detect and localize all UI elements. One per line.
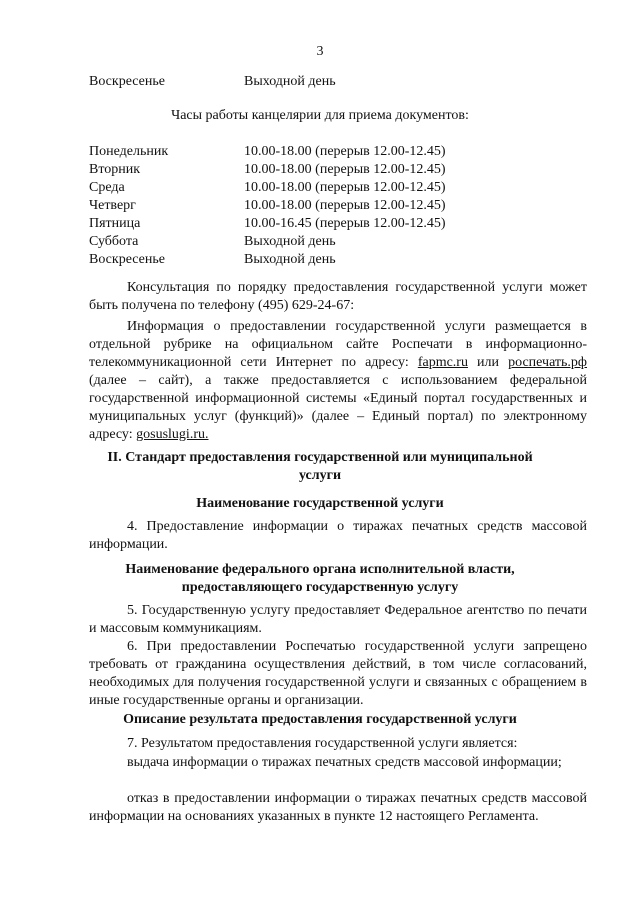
paragraph-7: 7. Результатом предоставления государственной услуги является: bbox=[127, 736, 518, 751]
paragraph-7-refusal: отказ в предоставлении информации о тиражах печатных средств массовой информации на основаниях указанных в пункте 12 настоящего Регламента. bbox=[89, 791, 587, 824]
info-or: или bbox=[477, 355, 500, 370]
schedule-hours: Выходной день bbox=[244, 74, 336, 89]
section-title bbox=[60, 449, 580, 485]
info-text-1: Информация о предоставлении государственной услуги размещается в отдельной рубрике на официальном сайте Роспечати в информационно-телекоммуникационной сети Интернет по адресу: bbox=[89, 319, 587, 370]
paragraph-6: 6. При предоставлении Роспечатью государственной услуги запрещено требовать от гражданина осуществления действий, в том числе согласований, необходимых для получения государственной услуги и связанных с обращением в иные государственные органы и организации. bbox=[89, 639, 587, 708]
schedule-day: Воскресенье bbox=[89, 252, 165, 267]
schedule-day: Пятница bbox=[89, 216, 141, 231]
rospechat-link[interactable]: роспечать.рф bbox=[508, 355, 587, 370]
paragraph-4: 4. Предоставление информации о тиражах печатных средств массовой информации. bbox=[89, 519, 587, 552]
schedule-day: Вторник bbox=[89, 162, 141, 177]
heading-result: Описание результата предоставления государственной услуги bbox=[123, 712, 517, 727]
schedule-hours: 10.00-18.00 (перерыв 12.00-12.45) bbox=[244, 144, 446, 159]
schedule-hours: 10.00-18.00 (перерыв 12.00-12.45) bbox=[244, 198, 446, 213]
schedule-hours: 10.00-18.00 (перерыв 12.00-12.45) bbox=[244, 180, 446, 195]
section-title-line2: услуги bbox=[298, 468, 342, 483]
paragraph-7-issue: выдача информации о тиражах печатных средств массовой информации; bbox=[127, 755, 562, 770]
schedule-day: Четверг bbox=[89, 198, 136, 213]
info-paragraph bbox=[89, 318, 587, 444]
schedule-hours: Выходной день bbox=[244, 234, 336, 249]
schedule-day: Среда bbox=[89, 180, 125, 195]
office-hours-title: Часы работы канцелярии для приема документов: bbox=[171, 108, 469, 123]
gosuslugi-link[interactable]: gosuslugi.ru. bbox=[136, 427, 209, 442]
heading-authority-line2: предоставляющего государственную услугу bbox=[181, 580, 459, 595]
consultation-paragraph: Консультация по порядку предоставления государственной услуги может быть получена по телефону (495) 629-24-67: bbox=[89, 280, 587, 313]
schedule-hours: Выходной день bbox=[244, 252, 336, 267]
schedule-hours: 10.00-16.45 (перерыв 12.00-12.45) bbox=[244, 216, 446, 231]
info-text-2: (далее – сайт), а также предоставляется с использованием федеральной государственной информационной системы «Единый портал государственных и муниципальных услуг (функций)» (далее – Единый портал) по электронному адресу: bbox=[89, 373, 587, 442]
heading-authority bbox=[60, 561, 580, 597]
fapmc-link[interactable]: fapmc.ru bbox=[417, 355, 468, 370]
heading-authority-line1: Наименование федерального органа исполнительной власти, bbox=[125, 562, 515, 577]
schedule-day: Понедельник bbox=[89, 144, 169, 159]
page-number: 3 bbox=[316, 44, 324, 59]
section-title-line1: II. Стандарт предоставления государственной или муниципальной bbox=[107, 450, 533, 465]
schedule-day: Воскресенье bbox=[89, 74, 165, 89]
schedule-hours: 10.00-18.00 (перерыв 12.00-12.45) bbox=[244, 162, 446, 177]
schedule-day: Суббота bbox=[89, 234, 139, 249]
heading-service-name: Наименование государственной услуги bbox=[196, 496, 444, 511]
paragraph-5: 5. Государственную услугу предоставляет Федеральное агентство по печати и массовым коммуникациям. bbox=[89, 603, 587, 636]
